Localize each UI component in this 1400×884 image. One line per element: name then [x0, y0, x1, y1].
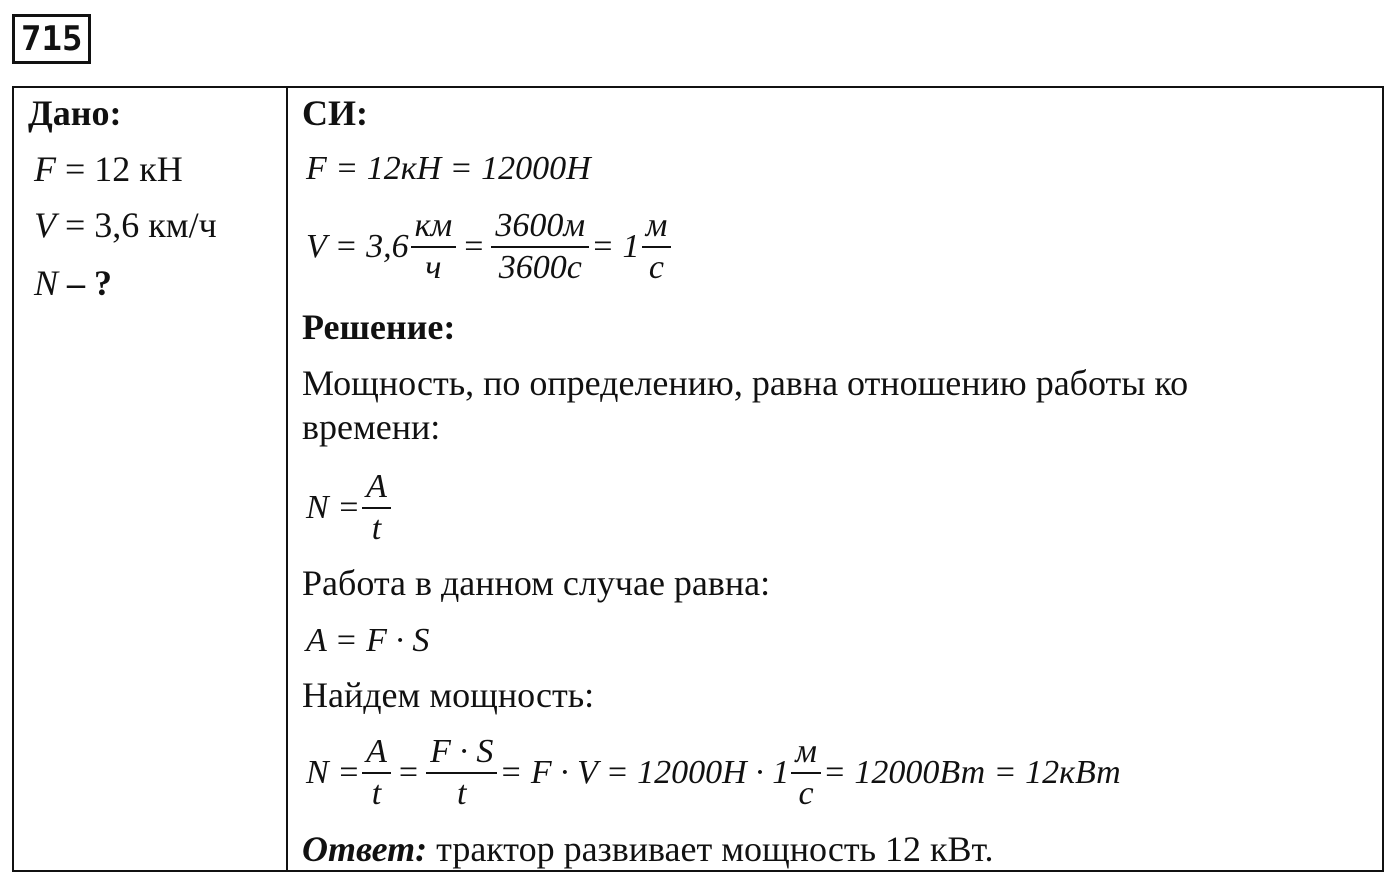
si-velocity-start: V = 3,6 — [306, 228, 409, 265]
si-velocity-mid: = 1 — [591, 228, 640, 265]
solution-paragraph-3: Найдем мощность: — [302, 675, 595, 715]
fraction-denominator: t — [457, 775, 467, 812]
formula-middle: = F · V = 12000Н · 1 — [499, 754, 790, 791]
given-heading: Дано: — [28, 93, 122, 133]
fraction-km-h — [411, 206, 457, 288]
given-velocity-value: = 3,6 км/ч — [65, 205, 217, 245]
fraction-denominator: с — [798, 775, 814, 812]
given-force-value: = 12 кН — [65, 149, 183, 189]
fraction-numerator: F · S — [426, 732, 497, 774]
fraction-numerator: м — [791, 732, 821, 774]
power-definition-formula — [306, 464, 393, 552]
fraction-denominator: t — [371, 510, 382, 547]
fraction-numerator: A — [362, 467, 391, 509]
answer-text: трактор развивает мощность 12 кВт. — [427, 829, 994, 869]
si-force-formula — [306, 146, 591, 192]
given-unknown-symbol: N — [34, 263, 59, 303]
solution-paragraph-1-line-2: времени: — [302, 407, 441, 447]
given-unknown — [34, 260, 112, 306]
given-velocity-symbol: V — [34, 205, 56, 245]
si-heading: СИ: — [302, 93, 368, 133]
fraction-a-t — [362, 732, 391, 814]
fraction-denominator: 3600с — [498, 249, 582, 286]
si-force-text: F = 12кН = 12000Н — [306, 150, 591, 187]
given-force — [34, 146, 183, 192]
si-velocity-formula: V = 3,6 $\frac{км}{ч}$ = $\frac{3600м}{3600с}$ = 1 $\frac{м}{с}$ — [306, 202, 673, 292]
formula-start: N = — [306, 489, 361, 526]
formula-start: N = — [306, 754, 361, 791]
answer — [302, 828, 994, 870]
fraction-denominator: t — [371, 775, 382, 812]
formula-end: = 12000Вт = 12кВт — [822, 754, 1121, 791]
given-force-symbol: F — [34, 149, 56, 189]
solution-paragraph-1-line-1: Мощность, по определению, равна отношению работы ко — [302, 363, 1189, 403]
equals-sign: = — [398, 754, 419, 791]
given-velocity — [34, 202, 217, 248]
work-formula — [306, 618, 429, 664]
answer-label: Ответ: — [302, 829, 428, 869]
problem-number: 715 — [12, 14, 91, 64]
fraction-numerator: 3600м — [491, 206, 589, 248]
column-divider — [286, 88, 288, 870]
fraction-fs-t — [426, 732, 497, 814]
fraction-a-t — [362, 467, 391, 549]
fraction-denominator: с — [648, 249, 664, 286]
fraction-denominator: ч — [425, 249, 442, 286]
fraction-numerator: км — [411, 206, 457, 248]
solution-heading: Решение: — [302, 307, 456, 347]
fraction-m-s — [791, 732, 821, 814]
fraction-m-s — [642, 206, 672, 288]
given-unknown-value: – ? — [67, 263, 113, 303]
solution-paragraph-2: Работа в данном случае равна: — [302, 563, 771, 603]
fraction-numerator: м — [642, 206, 672, 248]
fraction-3600m-3600s — [491, 206, 589, 288]
solution-table — [12, 86, 1384, 872]
fraction-numerator: A — [362, 732, 391, 774]
power-calculation-formula — [306, 728, 1121, 818]
work-formula-text: A = F · S — [306, 622, 430, 659]
